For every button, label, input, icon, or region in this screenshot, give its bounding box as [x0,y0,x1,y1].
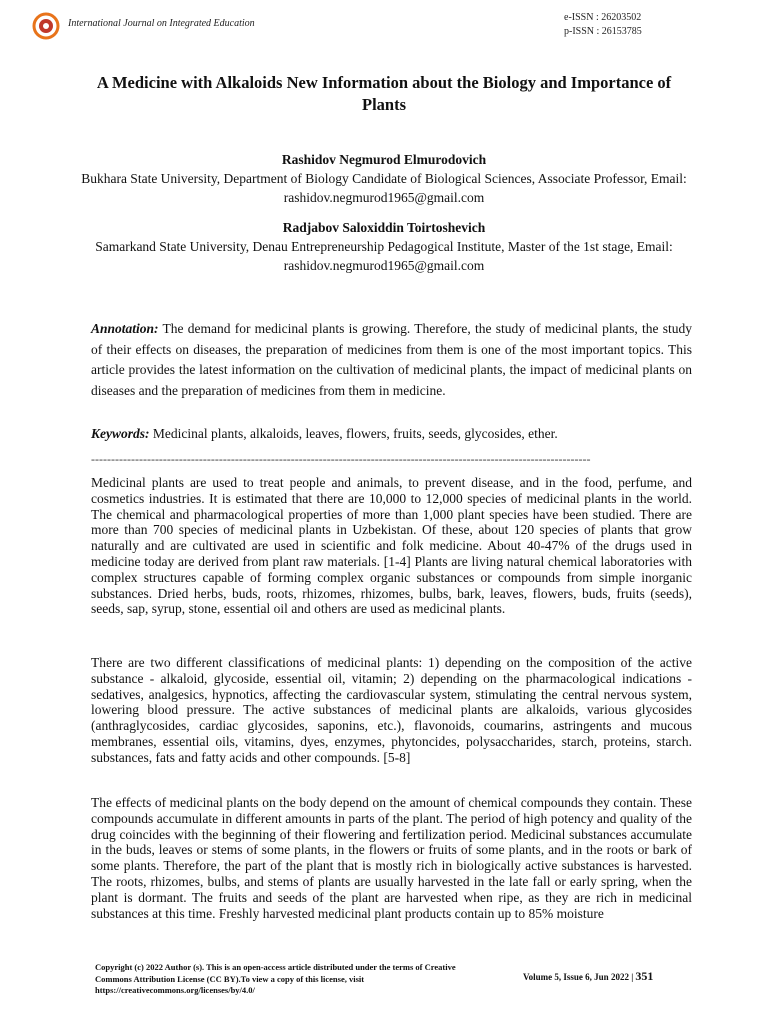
abstract-text: The demand for medicinal plants is growing. Therefore, the study of medicinal plants, the study of their effects on diseases, the preparation of medicines from them is one of the most important topics. This article provides the latest information on the cultivation of medicinal plants, the impact of medicinal plants on diseases and the preparation of medicines from them in medicine. [91,321,692,398]
author-affiliation: Bukhara State University, Department of Biology Candidate of Biological Sciences, Associate Professor, Email: rashidov.negmurod1965@gmail.com [81,171,687,205]
page-number: 351 [635,969,654,983]
author-name: Radjabov Saloxiddin Toirtoshevich [282,220,486,235]
journal-logo-icon [32,12,60,40]
keywords [91,424,692,444]
journal-name: International Journal on Integrated Education [68,18,255,29]
paper-title: A Medicine with Alkaloids New Information about the Biology and Importance of Plants [96,73,672,114]
keywords-label: Keywords: [91,426,150,441]
body-paragraph-2: There are two different classifications of medicinal plants: 1) depending on the composition of the active substance - alkaloid, glycoside, essential oil, vitamin; 2) depending on the pharmacological indications - sedatives, analgesics, hypnotics, affecting the cardiovascular system, stimulating the central nervous system, lowering blood pressure. The active substances of medicinal plants are alkaloids, various glycosides (anthraglycosides, cardiac glycosides, saponins, etc.), flavonoids, coumarins, astringents and mucous membranes, essential oils, vitamins, dyes, enzymes, phytoncides, polysaccharides, starch, proteins, starch. substances, fats and fatty acids and other compounds. [5-8] [91,655,692,765]
author-block-1 [60,150,708,207]
author-block-2 [60,218,708,275]
author-affiliation: Samarkand State University, Denau Entrepreneurship Pedagogical Institute, Master of the 1st stage, Email: rashidov.negmurod1965@gmail.com [95,239,673,273]
abstract [91,319,692,401]
body-paragraph-1: Medicinal plants are used to treat people and animals, to prevent disease, and in the food, perfume, and cosmetics industries. It is estimated that there are 10,000 to 12,000 species of medicinal plants in the world. The chemical and pharmacological properties of more than 1,000 plant species have been studied. There are more than 700 species of medicinal plants in Uzbekistan. Of these, about 120 species of plants that grow naturally and are cultivated are used in scientific and folk medicine. About 40-47% of the drugs used in medicine today are derived from plant raw materials. [1-4] Plants are living natural chemical laboratories with complex structures capable of forming complex organic substances or compounds from simple inorganic substances. Dried herbs, buds, roots, rhizomes, rhizomes, bulbs, bark, leaves, flowers, buds, fruits (seeds), seeds, sap, syrup, stone, essential oil and others are used as medicinal plants. [91,475,692,617]
volume-issue: Volume 5, Issue 6, Jun 2022 | [523,972,634,982]
pissn: p-ISSN : 26153785 [564,26,642,37]
body-paragraph-3: The effects of medicinal plants on the body depend on the amount of chemical compounds they contain. These compounds accumulate in different amounts in parts of the plant. The period of high potency and quality of the drug coincides with the beginning of their flowering and fertilization period. Medicinal substances accumulate in the buds, leaves or stems of some plants, in the flowers or fruits of some plants, and in the roots or bark of some plants. Therefore, the part of the plant that is mostly rich in biologically active substances is harvested. The roots, rhizomes, bulbs, and stems of plants are usually harvested in the late fall or early spring, when the plant is dormant. The fruits and seeds of the plant are harvested when ripe, as they are rich in medicinal substances at this time. Freshly harvested medicinal plant products contain up to 85% moisture [91,795,692,921]
issn-block [564,11,642,39]
eissn: e-ISSN : 26203502 [564,12,642,23]
author-name: Rashidov Negmurod Elmurodovich [281,152,487,167]
copyright-notice: Copyright (c) 2022 Author (s). This is an open-access article distributed under the terms of Creative Commons Attribution License (CC BY).To view a copy of this license, visit https://creativecommons.org/licenses/by/4.0/ [95,962,456,995]
abstract-label: Annotation: [91,321,159,336]
volume-info [523,969,653,984]
section-divider: ----------------------------------------------------------------------------------------------------------------------------- [91,452,591,466]
keywords-text: Medicinal plants, alkaloids, leaves, flowers, fruits, seeds, glycosides, ether. [152,426,558,441]
